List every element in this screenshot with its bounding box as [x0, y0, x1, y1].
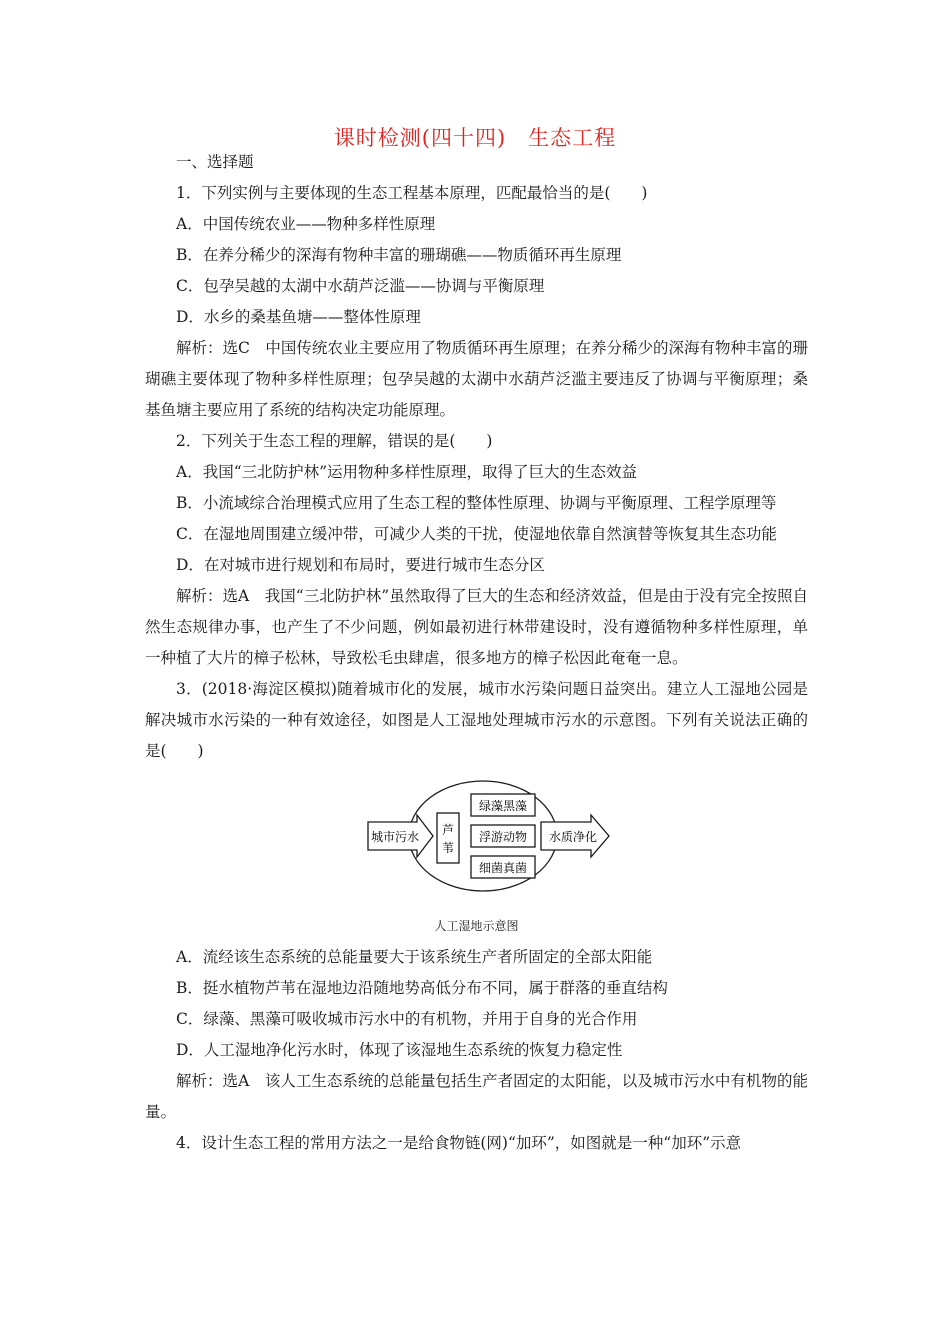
analysis: 解析：选C 中国传统农业主要应用了物质循环再生原理；在养分稀少的深海有物种丰富的珊瑚礁主要体现了物种多样性原理；包孕吴越的太湖中水葫芦泛滥主要违反了协调与平衡原理；桑基鱼塘主要应用了系统的结构决定功能原理。	[145, 339, 808, 419]
reed-label-2: 苇	[441, 841, 455, 855]
reed-box	[437, 813, 459, 863]
question-stem: 4．设计生态工程的常用方法之一是给食物链(网)“加环”，如图就是一种“加环”示意	[176, 1134, 742, 1152]
box-label-zooplankton: 浮游动物	[478, 830, 528, 844]
question-3	[145, 674, 808, 1128]
box-label-algae: 绿藻黑藻	[478, 799, 528, 813]
output-label: 水质净化	[548, 830, 598, 844]
option-c: C．在湿地周围建立缓冲带，可减少人类的干扰，使湿地依靠自然演替等恢复其生态功能	[176, 525, 777, 543]
option-a: A．流经该生态系统的总能量要大于该系统生产者所固定的全部太阳能	[176, 948, 653, 966]
analysis: 解析：选A 该人工生态系统的总能量包括生产者固定的太阳能，以及城市污水中有机物的能量。	[145, 1072, 808, 1121]
option-b: B．小流域综合治理模式应用了生态工程的整体性原理、协调与平衡原理、工程学原理等	[176, 494, 777, 512]
option-c: C．包孕吴越的太湖中水葫芦泛滥——协调与平衡原理	[176, 277, 545, 295]
figure-caption: 人工湿地示意图	[434, 919, 519, 933]
section-heading: 一、选择题	[176, 153, 254, 171]
question-2	[145, 426, 808, 674]
option-a: A．中国传统农业——物种多样性原理	[176, 215, 436, 233]
input-label: 城市污水	[370, 830, 420, 844]
box-label-microbes: 细菌真菌	[478, 861, 528, 875]
wetland-diagram-svg	[365, 775, 615, 915]
question-stem: 2．下列关于生态工程的理解，错误的是( )	[176, 432, 493, 450]
option-b: B．在养分稀少的深海有物种丰富的珊瑚礁——物质循环再生原理	[176, 246, 622, 264]
option-b: B．挺水植物芦苇在湿地边沿随地势高低分布不同，属于群落的垂直结构	[176, 979, 668, 997]
document-body	[145, 147, 808, 1159]
question-4	[145, 1128, 808, 1159]
question-1	[145, 178, 808, 426]
option-c: C．绿藻、黑藻可吸收城市污水中的有机物，并用于自身的光合作用	[176, 1010, 638, 1028]
option-a: A．我国“三北防护林”运用物种多样性原理，取得了巨大的生态效益	[176, 463, 638, 481]
reed-label-1: 芦	[441, 823, 455, 837]
wetland-diagram	[145, 767, 808, 942]
analysis: 解析：选A 我国“三北防护林”虽然取得了巨大的生态和经济效益，但是由于没有完全按照自然生态规律办事，也产生了不少问题，例如最初进行林带建设时，没有遵循物种多样性原理，单一种植了大片的樟子松林，导致松毛虫肆虐，很多地方的樟子松因此奄奄一息。	[145, 587, 808, 667]
page-title: 课时检测(四十四) 生态工程	[333, 126, 617, 150]
question-stem: 3．(2018·海淀区模拟)随着城市化的发展，城市水污染问题日益突出。建立人工湿地公园是解决城市水污染的一种有效途径，如图是人工湿地处理城市污水的示意图。下列有关说法正确的是( )	[145, 680, 808, 760]
question-stem: 1．下列实例与主要体现的生态工程基本原理，匹配最恰当的是( )	[176, 184, 648, 202]
option-d: D．在对城市进行规划和布局时，要进行城市生态分区	[176, 556, 545, 574]
option-d: D．人工湿地净化污水时，体现了该湿地生态系统的恢复力稳定性	[176, 1041, 623, 1059]
option-d: D．水乡的桑基鱼塘——整体性原理	[176, 308, 421, 326]
